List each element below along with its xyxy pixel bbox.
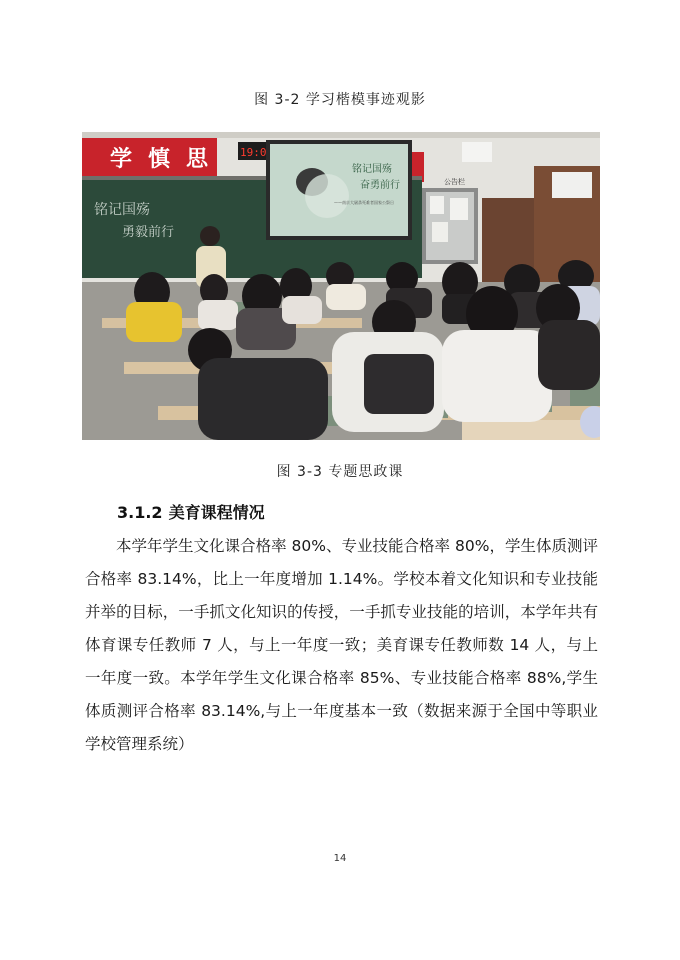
- classroom-photo: [82, 132, 600, 440]
- body-paragraph: 本学年学生文化课合格率 80%、专业技能合格率 80%，学生体质测评合格率 83.14%，比上一年度增加 1.14%。学校本着文化知识和专业技能并举的目标，一手抓文化知识的传授，一手抓专业技能的培训，本学年共有体育课专任教师 7 人，与上一年度一致；美育课专任教师数 14 人，与上一年度一致。本学年学生文化课合格率 85%、专业技能合格率 88%,学生体质测评合格率 83.14%,与上一年度基本一致（数据来源于全国中等职业学校管理系统）: [85, 537, 598, 753]
- figure-caption-bottom: 图 3-3 专题思政课: [276, 464, 404, 480]
- banner-char-1: 学: [110, 147, 133, 172]
- slide-title-2: 奋勇前行: [360, 180, 400, 191]
- figure-caption-top: 图 3-2 学习楷模事迹观影: [254, 92, 426, 108]
- classroom-illustration: [82, 132, 600, 440]
- digital-clock: 19:0: [240, 146, 267, 159]
- board-writing-2: 勇毅前行: [122, 225, 175, 240]
- banner-char-3: 思: [186, 147, 209, 172]
- section-title: 美育课程情况: [168, 503, 265, 522]
- section-number: 3.1.2: [117, 503, 163, 522]
- page-number: 14: [333, 853, 347, 864]
- slide-title-1: 铭记国殇: [352, 164, 392, 175]
- banner-char-2: 慎: [148, 147, 171, 172]
- slide-subtitle: ——南京大屠杀死难者国家公祭日: [334, 200, 394, 205]
- notice-board-label: 公告栏: [444, 178, 465, 186]
- board-writing-1: 铭记国殇: [94, 202, 150, 218]
- section-heading: [117, 500, 265, 523]
